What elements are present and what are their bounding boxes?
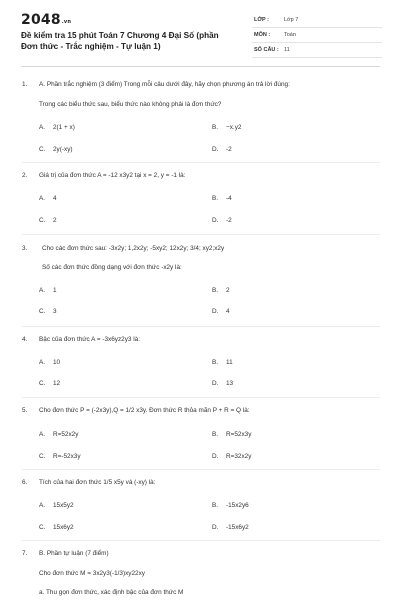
option-c[interactable]: C. 15x6y2 [39,524,74,531]
question-number: 5. [22,407,28,414]
option-d[interactable]: D. 13 [212,380,234,387]
question-divider [22,326,380,327]
meta-value: Lớp 7 [284,17,299,23]
question-text: Bậc của đơn thức A = -3x6yz2y3 là: [39,336,141,343]
meta-label: SỐ CÂU : [254,47,279,53]
question-text: B. Phần tự luận (7 điểm) [39,550,109,557]
question-text: Giá trị của đơn thức A = -12 x3y2 tại x = 2, y = -1 là: [39,172,186,179]
option-c[interactable]: C. R=-52x3y [39,453,81,460]
option-b[interactable]: B. −x.y2 [212,124,242,131]
option-a[interactable]: A. R=52x2y [39,431,79,438]
option-b[interactable]: B. 2 [212,287,230,294]
meta-row-class [252,14,382,28]
option-b[interactable]: B. 11 [212,359,233,366]
question-number: 6. [22,479,28,486]
header-divider [21,66,380,67]
option-a[interactable]: A. 1 [39,287,57,294]
document-meta [252,14,382,59]
question-divider [22,397,380,398]
site-logo[interactable]: 2048.vn [21,12,72,28]
question-subtext: Trong các biểu thức sau, biểu thức nào không phải là đơn thức? [39,101,222,108]
option-d[interactable]: D. -2 [212,146,232,153]
question-subtext: Cho đơn thức M = 3x2y3(-1/3)xy22xy [39,570,145,577]
option-a[interactable]: A. 4 [39,195,57,202]
meta-value: Toán [284,32,296,38]
option-b[interactable]: B. R=52x3y [212,431,252,438]
option-c[interactable]: C. 2y(-xy) [39,146,73,153]
meta-row-subject [252,29,382,43]
option-a[interactable]: A. 15x5y2 [39,502,74,509]
option-a[interactable]: A. 10 [39,359,61,366]
option-a[interactable]: A. 2(1 + x) [39,124,75,131]
question-number: 1. [22,81,28,88]
option-c[interactable]: C. 2 [39,217,57,224]
question-subtext-part-a: a. Thu gọn đơn thức, xác định bậc của đơn thức M [39,589,184,596]
document-header [0,0,400,70]
meta-value: 11 [284,47,290,53]
question-number: 4. [22,336,28,343]
meta-row-question-count [252,44,382,58]
option-b[interactable]: B. -15x2y6 [212,502,249,509]
question-number: 3. [22,245,28,252]
question-text: A. Phần trắc nghiệm (3 điểm) Trong mỗi câu dưới đây, hãy chọn phương án trả lời đúng: [39,81,290,88]
document-title: Đề kiểm tra 15 phút Toán 7 Chương 4 Đại Số (phần Đơn thức - Trắc nghiệm - Tự luận 1) [21,31,219,51]
option-c[interactable]: C. 3 [39,308,57,315]
option-d[interactable]: D. R=32x2y [212,453,252,460]
question-subtext: Số các đơn thức đồng dạng với đơn thức -x2y là: [42,264,182,271]
option-d[interactable]: D. 4 [212,308,230,315]
option-c[interactable]: C. 12 [39,380,61,387]
question-divider [22,234,380,235]
question-text: Tích của hai đơn thức 1/5 x5y và (-xy) là: [39,479,156,486]
question-divider [22,540,380,541]
question-divider [22,469,380,470]
option-d[interactable]: D. -2 [212,217,232,224]
question-text: Cho đơn thức P = (-2x3y),Q = 1/2 x3y. Đơn thức R thỏa mãn P + R = Q là: [39,407,250,414]
option-d[interactable]: D. -15x6y2 [212,524,249,531]
meta-label: LỚP : [254,17,269,23]
question-text: Cho các đơn thức sau: -3x2y; 1,2x2y; -5xy2; 12x2y; 3/4; xy2;x2y [42,245,225,252]
question-number: 2. [22,172,28,179]
question-number: 7. [22,550,28,557]
option-b[interactable]: B. -4 [212,195,232,202]
meta-label: MÔN : [254,32,271,38]
question-divider [22,162,380,163]
